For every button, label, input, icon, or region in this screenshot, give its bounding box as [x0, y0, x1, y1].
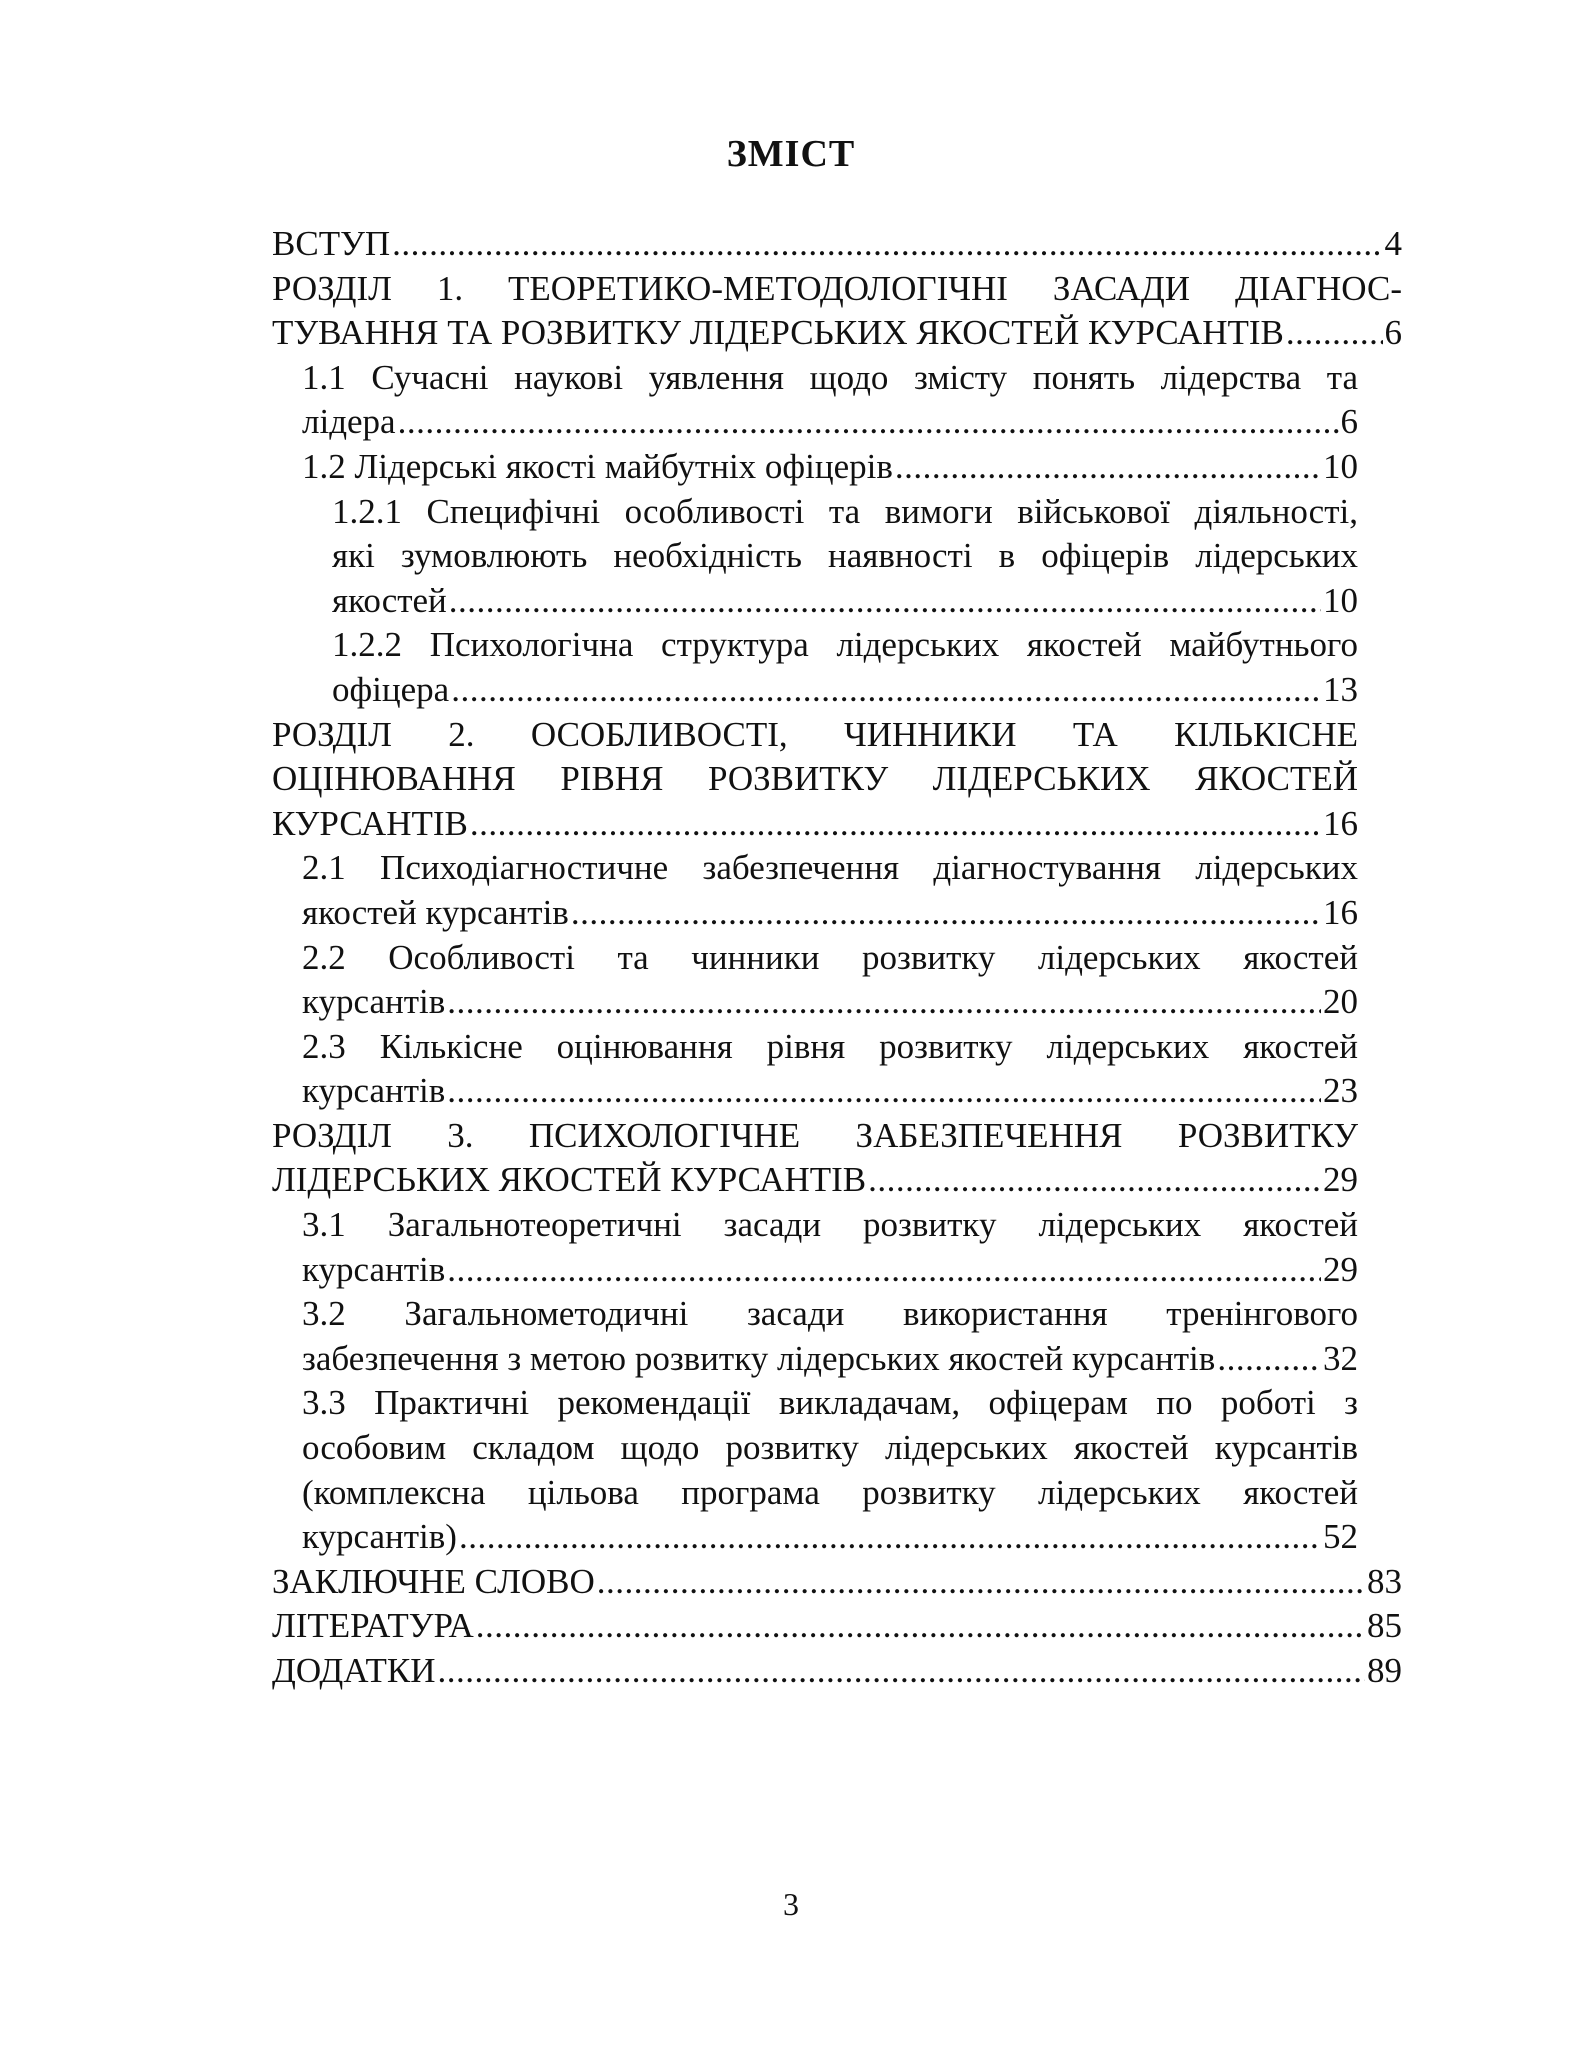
toc-line	[272, 1649, 1402, 1694]
toc-entry-title-line: (комплексна цільова програма розвитку лідерських якостей	[302, 1472, 1358, 1512]
toc-line	[302, 1515, 1358, 1560]
toc-entry-title: забезпечення з метою розвитку лідерських якостей курсантів	[302, 1338, 1216, 1378]
toc-entry-title: 1.2 Лідерські якості майбутніх офіцерів	[302, 446, 893, 486]
toc-line	[272, 1560, 1402, 1605]
toc-entry-title-line: РОЗДІЛ 2. ОСОБЛИВОСТІ, ЧИННИКИ ТА КІЛЬКІСНЕ	[272, 714, 1358, 754]
toc-entry-title-line: 3.1 Загальнотеоретичні засади розвитку лідерських якостей	[302, 1205, 1358, 1245]
toc-line	[302, 1248, 1358, 1293]
dot-leader	[895, 445, 1321, 490]
toc-entry-intro[interactable]	[272, 222, 1402, 267]
dot-leader	[398, 400, 1339, 445]
toc-entry-title-line: РОЗДІЛ 3. ПСИХОЛОГІЧНЕ ЗАБЕЗПЕЧЕННЯ РОЗВИТКУ	[272, 1115, 1358, 1155]
dot-leader	[392, 222, 1382, 267]
page-title: ЗМІСТ	[726, 133, 856, 175]
toc-page-number: 10	[1323, 580, 1358, 620]
toc-entry-1-2-2[interactable]	[272, 623, 1402, 712]
toc-entry-title: курсантів	[302, 1249, 446, 1289]
dot-leader	[571, 891, 1321, 936]
toc-entry-title: лідера	[302, 402, 396, 442]
toc-entry-chapter-2[interactable]	[272, 713, 1402, 847]
toc-line	[272, 1158, 1358, 1203]
toc-page-number: 4	[1384, 224, 1402, 263]
toc-page-number: 13	[1323, 669, 1358, 709]
dot-leader	[451, 668, 1321, 713]
dot-leader	[476, 1604, 1365, 1649]
toc-entry-title-line: 3.3 Практичні рекомендації викладачам, офіцерам по роботі з	[302, 1383, 1358, 1423]
toc-line	[302, 400, 1358, 445]
toc-entry-1-1[interactable]	[272, 356, 1402, 445]
dot-leader	[447, 1248, 1321, 1293]
toc-entry-literature[interactable]	[272, 1604, 1402, 1649]
toc-entry-2-2[interactable]	[272, 936, 1402, 1025]
toc-page-number: 29	[1323, 1160, 1358, 1200]
toc-entry-title: курсантів	[302, 1071, 446, 1111]
toc-page-number: 83	[1367, 1561, 1402, 1601]
toc-line	[302, 980, 1358, 1025]
toc-line	[272, 311, 1402, 356]
toc-entry-title-line: 2.2 Особливості та чинники розвитку лідерських якостей	[302, 937, 1358, 977]
toc-page-number: 23	[1323, 1071, 1358, 1111]
dot-leader	[459, 1515, 1321, 1560]
toc-entry-title: ДОДАТКИ	[272, 1651, 436, 1690]
toc-page-number: 6	[1384, 313, 1402, 353]
toc-entry-title-line: ОЦІНЮВАННЯ РІВНЯ РОЗВИТКУ ЛІДЕРСЬКИХ ЯКОСТЕЙ	[272, 759, 1358, 799]
toc-line	[332, 579, 1358, 624]
toc-page-number: 52	[1323, 1517, 1358, 1557]
toc-page-number: 16	[1323, 803, 1358, 843]
toc-entry-title: КУРСАНТІВ	[272, 803, 468, 843]
toc-page-number: 10	[1323, 446, 1358, 486]
toc-entry-2-3[interactable]	[272, 1025, 1402, 1114]
toc-entry-title: курсантів)	[302, 1517, 457, 1557]
dot-leader	[1286, 311, 1383, 356]
dot-leader	[597, 1560, 1365, 1605]
toc-entry-title-line: які зумовлюють необхідність наявності в офіцерів лідерських	[332, 536, 1358, 576]
toc-entry-title-line: 3.2 Загальнометодичні засади використання тренінгового	[302, 1294, 1358, 1334]
toc-entry-3-1[interactable]	[272, 1203, 1402, 1292]
toc-page-number: 85	[1367, 1606, 1402, 1646]
toc-entry-title: ЛІТЕРАТУРА	[272, 1606, 474, 1646]
dot-leader	[447, 980, 1321, 1025]
toc-entry-1-2-1[interactable]	[272, 490, 1402, 624]
toc-page-number: 20	[1323, 982, 1358, 1022]
toc-page-number: 6	[1340, 402, 1358, 442]
toc-line	[302, 445, 1358, 490]
dot-leader	[449, 579, 1321, 624]
toc-entry-title: ЛІДЕРСЬКИХ ЯКОСТЕЙ КУРСАНТІВ	[272, 1160, 867, 1200]
toc-line	[272, 1604, 1402, 1649]
toc-entry-title-line: РОЗДІЛ 1. ТЕОРЕТИКО-МЕТОДОЛОГІЧНІ ЗАСАДИ ДІАГНОС-	[272, 268, 1402, 308]
toc-line	[332, 668, 1358, 713]
toc-entry-title-line: 2.3 Кількісне оцінювання рівня розвитку лідерських якостей	[302, 1026, 1358, 1066]
toc-entry-3-2[interactable]	[272, 1292, 1402, 1381]
toc-entry-title-line: особовим складом щодо розвитку лідерських якостей курсантів	[302, 1428, 1358, 1468]
toc-line	[302, 1337, 1358, 1382]
toc-page-number: 89	[1367, 1651, 1402, 1690]
toc-entry-title: ТУВАННЯ ТА РОЗВИТКУ ЛІДЕРСЬКИХ ЯКОСТЕЙ КУРСАНТІВ	[272, 313, 1284, 353]
dot-leader	[447, 1069, 1321, 1114]
toc-entry-3-3[interactable]	[272, 1381, 1402, 1559]
toc-entry-title: ВСТУП	[272, 224, 391, 263]
table-of-contents	[272, 222, 1402, 1694]
toc-entry-title: якостей курсантів	[302, 892, 569, 932]
toc-entry-1-2[interactable]	[272, 445, 1402, 490]
toc-entry-title: курсантів	[302, 982, 446, 1022]
toc-line	[272, 222, 1402, 267]
toc-entry-title: якостей	[332, 580, 447, 620]
toc-entry-2-1[interactable]	[272, 846, 1402, 935]
toc-page-number: 32	[1323, 1338, 1358, 1378]
toc-page-number: 29	[1323, 1249, 1358, 1289]
toc-entry-title-line: 1.1 Сучасні наукові уявлення щодо змісту понять лідерства та	[302, 357, 1358, 397]
toc-entry-title-line: 1.2.1 Специфічні особливості та вимоги військової діяльності,	[332, 491, 1358, 531]
toc-entry-chapter-1[interactable]	[272, 267, 1402, 356]
dot-leader	[437, 1649, 1365, 1694]
toc-entry-appendices[interactable]	[272, 1649, 1402, 1694]
toc-page-number: 16	[1323, 892, 1358, 932]
dot-leader	[868, 1158, 1321, 1203]
toc-entry-title: офіцера	[332, 669, 450, 709]
dot-leader	[470, 802, 1321, 847]
page-number: 3	[783, 1886, 799, 1922]
toc-entry-conclusion[interactable]	[272, 1560, 1402, 1605]
toc-line	[302, 891, 1358, 936]
toc-line	[272, 802, 1358, 847]
toc-line	[302, 1069, 1358, 1114]
toc-entry-title: ЗАКЛЮЧНЕ СЛОВО	[272, 1561, 595, 1601]
toc-entry-chapter-3[interactable]	[272, 1114, 1402, 1203]
toc-entry-title-line: 2.1 Психодіагностичне забезпечення діагностування лідерських	[302, 848, 1358, 888]
toc-entry-title-line: 1.2.2 Психологічна структура лідерських якостей майбутнього	[332, 625, 1358, 665]
dot-leader	[1217, 1337, 1321, 1382]
